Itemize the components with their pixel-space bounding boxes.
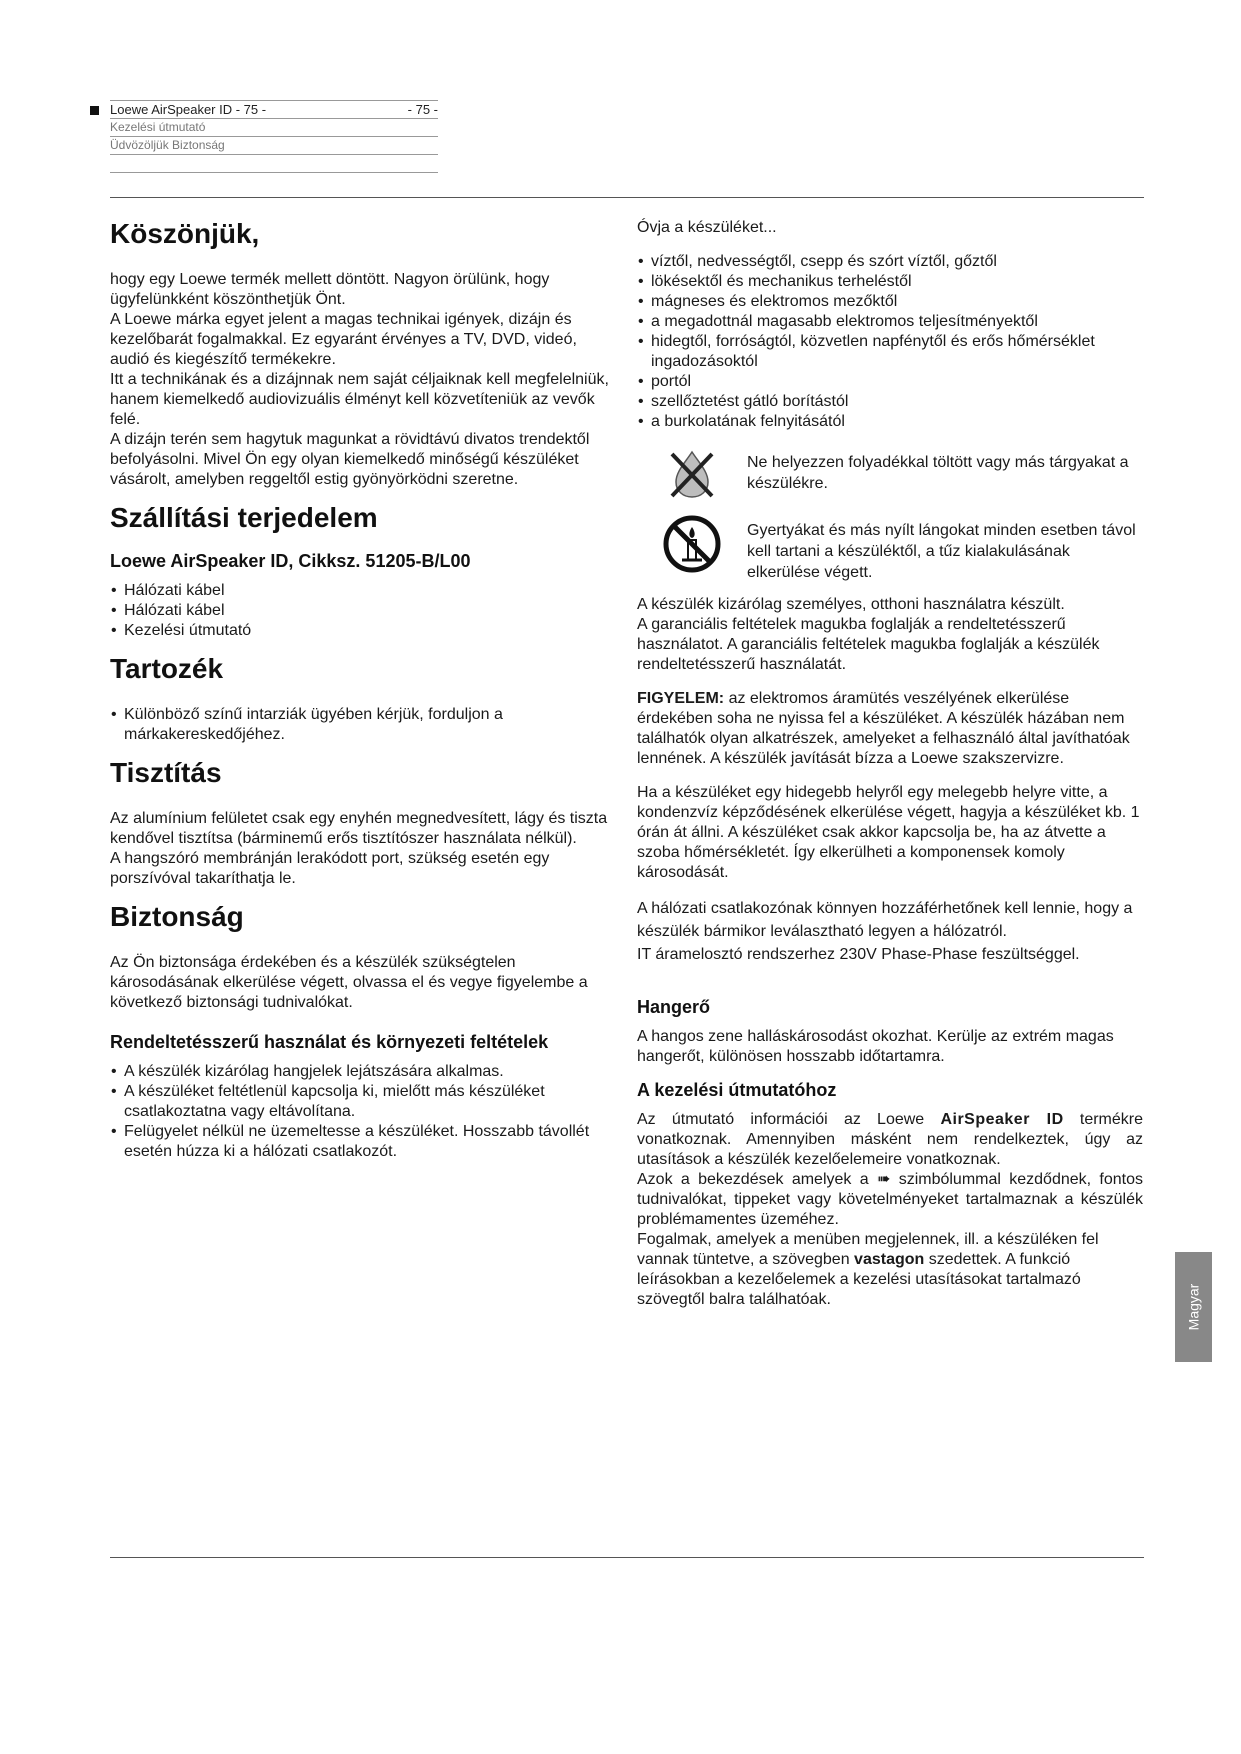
list-item: • Hálózati kábel — [110, 581, 620, 601]
private-use-paragraph: A garanciális feltételek magukba foglalják a rendeltetésszerű használatot. A garanciális feltételek magukba foglalják a készülék rendeltetésszerű használatát. — [637, 616, 1100, 673]
bottom-rule — [110, 1557, 1144, 1558]
header-title-row — [110, 100, 438, 119]
delivery-subheading: Loewe AirSpeaker ID, Cikksz. 51205-B/L00 — [110, 551, 471, 571]
list-item: • Felügyelet nélkül ne üzemeltesse a készüléket. Hosszabb távollét esetén húzza ki a hálózati csatlakozót. — [110, 1122, 620, 1162]
list-item: • Kezelési útmutató — [110, 621, 620, 641]
cleaning-heading: Tisztítás — [110, 757, 222, 788]
attention-label: FIGYELEM: — [637, 690, 725, 707]
header-divider — [110, 155, 438, 173]
bold-example: vastagon — [854, 1251, 925, 1268]
manual-heading: A kezelési útmutatóhoz — [637, 1080, 837, 1100]
list-item: • hidegtől, forróságtól, közvetlen napfénytől és erős hőmérséklet ingadozásoktól — [637, 332, 1143, 372]
language-tab — [1175, 1252, 1212, 1362]
candle-warning — [637, 514, 1143, 583]
accessory-heading: Tartozék — [110, 653, 224, 684]
private-use-paragraph: A készülék kizárólag személyes, otthoni használatra készült. — [637, 596, 1065, 613]
manual-paragraph: Azok a bekezdések amelyek a ➠ szimbólummal kezdődnek, fontos tudnivalókat, tippeket vagy követelményeket tartalmaznak a készülék problémamentes üzeméhez. — [637, 1171, 1143, 1228]
mains-paragraph: IT áramelosztó rendszerhez 230V Phase-Phase feszültséggel. — [637, 946, 1080, 963]
list-item: • a burkolatának felnyitásától — [637, 412, 1143, 432]
safety-intro: Az Ön biztonsága érdekében és a készülék szükségtelen károsodásának elkerülése végett, olvassa el és vegye figyelembe a következő biztonsági tudnivalókat. — [110, 954, 588, 1011]
no-open-flame-icon — [637, 514, 747, 574]
cleaning-paragraph: A hangszóró membránján lerakódott port, szükség esetén egy porszívóval takaríthatja le. — [110, 850, 550, 887]
protect-intro: Óvja a készüléket... — [637, 219, 777, 236]
thanks-text — [110, 270, 620, 490]
list-item: • portól — [637, 372, 1143, 392]
top-rule — [110, 197, 1144, 198]
candle-warning-text: Gyertyákat és más nyílt lángokat minden esetben távol kell tartani a készüléktől, a tűz kialakulásának elkerülése végett. — [747, 522, 1136, 581]
header-section: Üdvözöljük Biztonság — [110, 137, 438, 155]
delivery-list — [110, 581, 620, 641]
list-item: • Különböző színű intarziák ügyében kérjük, forduljon a márkakereskedőjéhez. — [110, 705, 620, 745]
manual-paragraph: Az útmutató információi az Loewe AirSpeaker ID termékre vonatkoznak. Amennyiben másként nem rendelkeztek, úgy az utasítások a készülék kezelőelemeire vonatkoznak. — [637, 1111, 1143, 1168]
accessory-list — [110, 705, 620, 745]
header-doc-title: Loewe AirSpeaker ID - 75 - — [110, 102, 267, 117]
list-item: • mágneses és elektromos mezőktől — [637, 292, 1143, 312]
thanks-paragraph: hogy egy Loewe termék mellett döntött. Nagyon örülünk, hogy ügyfelünkként köszönthetjük Önt. — [110, 271, 550, 308]
thanks-paragraph: A Loewe márka egyet jelent a magas technikai igények, dizájn és kezelőbarát fogalmakkal. Ez egyaránt érvényes a TV, DVD, videó, audió és kiegészítő termékekre. — [110, 311, 577, 368]
thanks-paragraph: Itt a technikának és a dizájnnak nem saját céljaiknak kell megfelelniük, hanem kiemelkedő audiovizuális élményt kell közvetíteniük az vevők felé. — [110, 371, 609, 428]
language-tab-label: Magyar — [1185, 1283, 1202, 1331]
condensation-paragraph: Ha a készüléket egy hidegebb helyről egy melegebb helyre vitte, a kondenzvíz képződésének elkerülése végett, hagyja a készüléket kb. 1 órán át állni. A készüléket csak akkor kapcsolja be, ha az átvette a szoba hőmérsékletét. Így elkerülheti a komponensek komoly károsodását. — [637, 784, 1140, 881]
usage-heading: Rendeltetésszerű használat és környezeti feltételek — [110, 1032, 549, 1052]
running-header — [110, 100, 438, 173]
thanks-heading: Köszönjük, — [110, 218, 260, 249]
list-item: • lökésektől és mechanikus terheléstől — [637, 272, 1143, 292]
list-item: • víztől, nedvességtől, csepp és szórt víztől, gőztől — [637, 252, 1143, 272]
safety-heading: Biztonság — [110, 901, 244, 932]
volume-heading: Hangerő — [637, 997, 711, 1017]
cleaning-paragraph: Az alumínium felületet csak egy enyhén megnedvesített, lágy és tiszta kendővel tisztítsa (bárminemű erős tisztítószer használata nélkül). — [110, 810, 608, 847]
product-name: AirSpeaker ID — [940, 1111, 1064, 1128]
liquid-warning-text: Ne helyezzen folyadékkal töltött vagy más tárgyakat a készülékre. — [747, 454, 1129, 492]
no-liquid-icon — [637, 446, 747, 502]
arrow-symbol-icon: ➠ — [876, 1171, 891, 1188]
manual-paragraph: Fogalmak, amelyek a menüben megjelennek, ill. a készüléken fel vannak tüntetve, a szövegben vastagon szedettek. A funkció leírásokban a kezelőelemek a kezelési utasításokat tartalmazó szövegtől balra találhatóak. — [637, 1231, 1099, 1308]
left-column — [110, 206, 620, 1162]
attention-paragraph — [637, 689, 1143, 769]
right-column — [637, 206, 1143, 1310]
list-item: • A készülék kizárólag hangjelek lejátszására alkalmas. — [110, 1062, 620, 1082]
header-bullet — [90, 106, 99, 115]
volume-paragraph: A hangos zene halláskárosodást okozhat. Kerülje az extrém magas hangerőt, különösen hosszabb időtartamra. — [637, 1028, 1114, 1065]
liquid-warning — [637, 446, 1143, 502]
delivery-heading: Szállítási terjedelem — [110, 502, 378, 533]
attention-text: az elektromos áramütés veszélyének elkerülése érdekében soha ne nyissa fel a készüléket. A készülék házában nem találhatók olyan alkatrészek, amelyeket a felhasználó által javíthatóak lennének. A készülék javítását bízza a Loewe szakszervizre. — [637, 690, 1130, 767]
header-page-label: - 75 - — [407, 102, 438, 117]
header-manual: Kezelési útmutató — [110, 119, 438, 137]
mains-paragraph: A hálózati csatlakozónak könnyen hozzáférhetőnek kell lennie, hogy a készülék bármikor leválasztható legyen a hálózatról. — [637, 900, 1133, 940]
list-item: • Hálózati kábel — [110, 601, 620, 621]
list-item: • A készüléket feltétlenül kapcsolja ki, mielőtt más készüléket csatlakoztatna vagy eltávolítana. — [110, 1082, 620, 1122]
protect-list — [637, 252, 1143, 432]
usage-list — [110, 1062, 620, 1162]
thanks-paragraph: A dizájn terén sem hagytuk magunkat a rövidtávú divatos trendektől befolyásolni. Mivel Ön egy olyan kiemelkedő minőségű készüléket vásárolt, amelyben reggeltől estig gyönyörködni szeretne. — [110, 431, 590, 488]
list-item: • a megadottnál magasabb elektromos teljesítményektől — [637, 312, 1143, 332]
list-item: • szellőztetést gátló borítástól — [637, 392, 1143, 412]
